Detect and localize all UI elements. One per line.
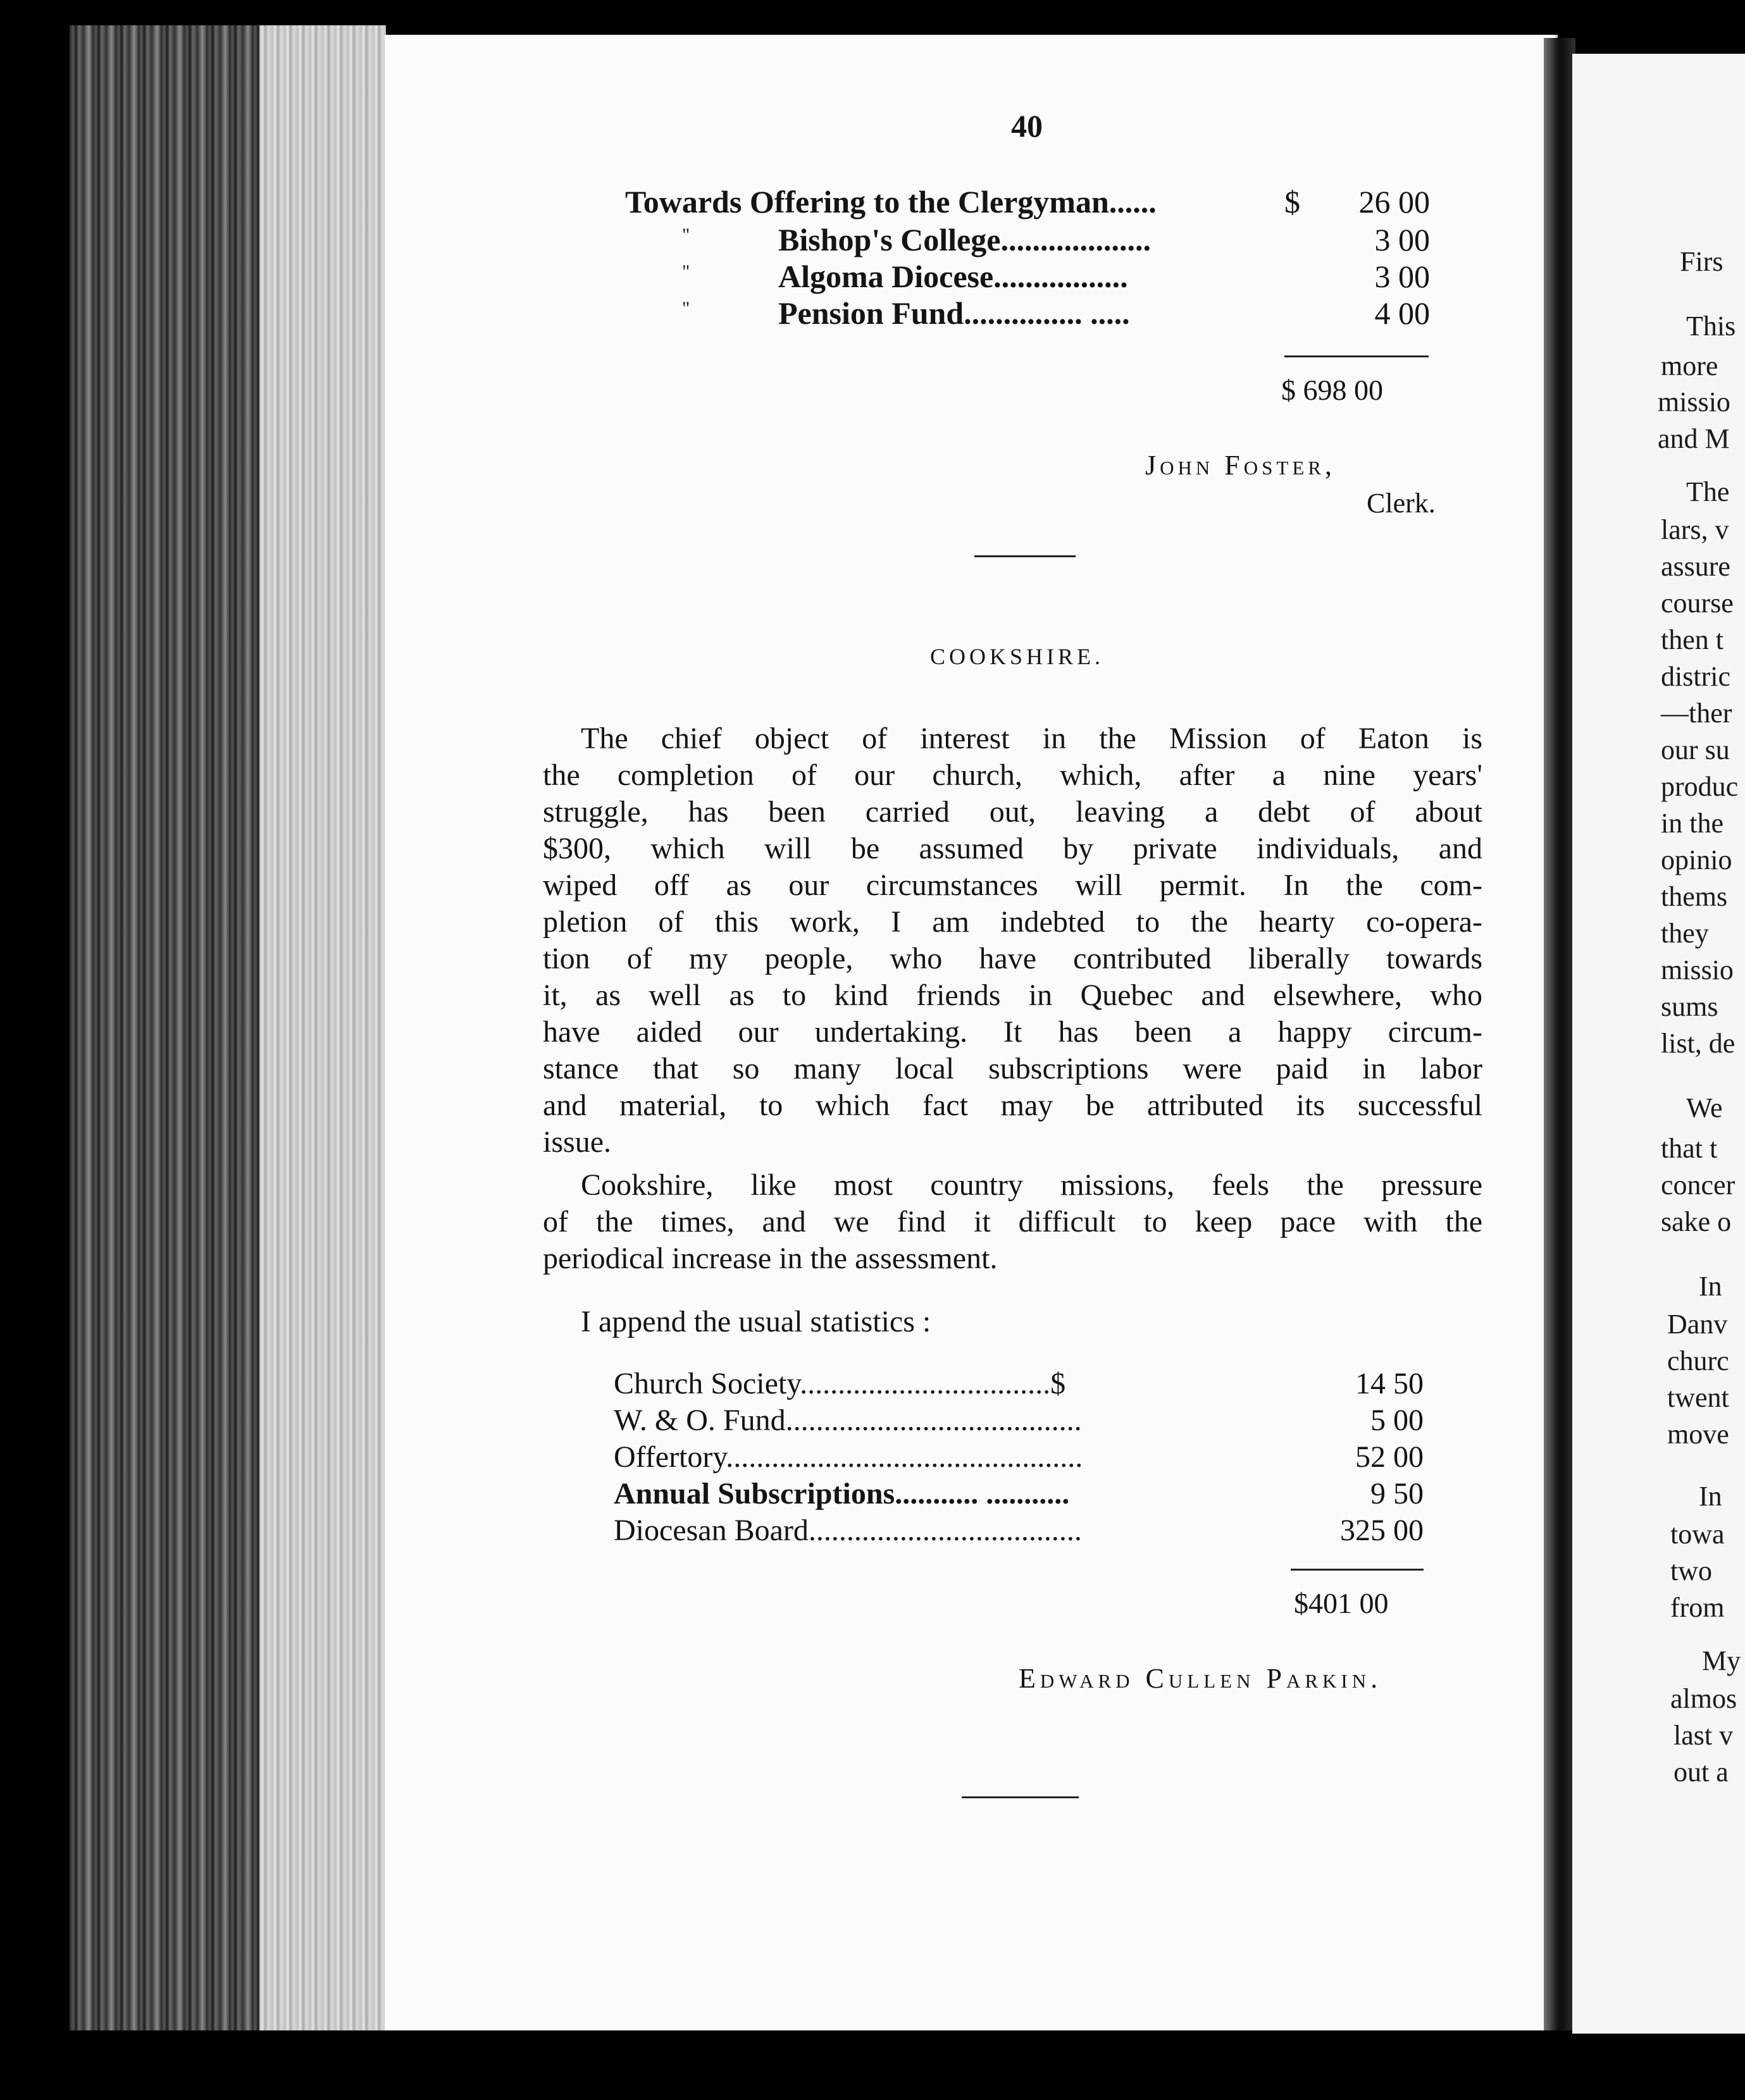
- ledger-amount: 4 00: [1374, 295, 1430, 331]
- facing-page-line: thems: [1661, 881, 1728, 912]
- paragraph-line: struggle, has been carried out, leaving a debt of about: [543, 795, 1482, 829]
- facing-page-line: course: [1661, 588, 1734, 619]
- facing-page-line: our su: [1661, 734, 1730, 765]
- facing-page-line: and M: [1658, 423, 1730, 454]
- ledger-ditto-mark: ": [682, 261, 690, 282]
- facing-page-line: My: [1702, 1645, 1741, 1676]
- facing-page-line: The: [1686, 476, 1730, 507]
- clerk-name: John Foster,: [1145, 450, 1336, 481]
- ledger-label: Pension Fund............... .....: [778, 295, 1130, 331]
- ledger-currency: $: [1284, 184, 1300, 219]
- author-signature: Edward Cullen Parkin.: [1019, 1663, 1382, 1694]
- page-number: 40: [1011, 108, 1043, 144]
- facing-page-line: opinio: [1661, 844, 1732, 875]
- facing-page-line: We: [1686, 1092, 1723, 1123]
- facing-page-line: last v: [1674, 1720, 1734, 1751]
- paragraph-line: and material, to which fact may be attributed its successful: [543, 1089, 1482, 1122]
- statistics-label: Church Society.................................$: [614, 1367, 1066, 1400]
- statistics-amount: 325 00: [1340, 1514, 1424, 1547]
- section-divider: [962, 1796, 1079, 1798]
- facing-page-line: they: [1661, 918, 1709, 949]
- statistics-amount: 5 00: [1370, 1404, 1424, 1437]
- total-rule: [1284, 355, 1429, 357]
- facing-page-line: produc: [1661, 771, 1739, 802]
- facing-page-line: Firs: [1680, 246, 1723, 277]
- statistics-amount: 9 50: [1370, 1477, 1424, 1510]
- statistics-amount: 52 00: [1355, 1440, 1424, 1474]
- facing-page-line: more: [1661, 350, 1718, 381]
- facing-page-line: Danv: [1667, 1309, 1728, 1340]
- ledger-row: [625, 183, 1157, 220]
- statistics-amount: 14 50: [1355, 1367, 1424, 1400]
- statistics-label: Diocesan Board....................................: [614, 1514, 1082, 1547]
- paragraph-line: the completion of our church, which, after a nine years': [543, 758, 1482, 792]
- facing-page-line: assure: [1661, 551, 1730, 582]
- facing-page-line: concer: [1661, 1170, 1736, 1201]
- ledger-label: Bishop's College...................: [778, 222, 1151, 257]
- ledger-amount: 26 00: [1358, 184, 1430, 219]
- statistics-label: Annual Subscriptions........... ...........: [614, 1477, 1070, 1510]
- facing-page-line: that t: [1661, 1133, 1718, 1164]
- paragraph-line: tion of my people, who have contributed liberally towards: [543, 942, 1482, 975]
- facing-page-line: sums: [1661, 991, 1718, 1022]
- ledger-amount: 3 00: [1374, 222, 1430, 257]
- statistics-total: $401 00: [1294, 1587, 1389, 1619]
- facing-page-line: distric: [1661, 661, 1730, 692]
- ledger-prefix: Towards: [625, 184, 742, 219]
- paragraph-line: issue.: [543, 1125, 611, 1159]
- paragraph-line: $300, which will be assumed by private individuals, and: [543, 832, 1482, 865]
- paragraph-line: of the times, and we find it difficult to keep pace with the: [543, 1205, 1482, 1238]
- facing-page-line: missio: [1661, 954, 1734, 985]
- section-divider: [974, 555, 1076, 557]
- facing-page-line: This: [1686, 311, 1736, 342]
- ledger-label: Algoma Diocese.................: [778, 259, 1128, 294]
- facing-page-line: twent: [1667, 1382, 1729, 1413]
- paragraph-line: have aided our undertaking. It has been a happy circum-: [543, 1015, 1482, 1049]
- paragraph-line: The chief object of interest in the Mission of Eaton is: [581, 722, 1482, 755]
- facing-page-line: missio: [1658, 386, 1730, 417]
- section-heading: COOKSHIRE.: [930, 644, 1105, 669]
- paragraph-line: wiped off as our circumstances will permit. In the com-: [543, 868, 1482, 902]
- book-gutter: [1544, 38, 1575, 2030]
- scan-border: [0, 2034, 1745, 2100]
- facing-page-line: out a: [1674, 1757, 1729, 1788]
- ledger-amount: 3 00: [1374, 259, 1430, 294]
- facing-page-line: sake o: [1661, 1206, 1732, 1237]
- book-page-edges: [70, 25, 386, 2030]
- facing-page-line: In: [1699, 1271, 1722, 1302]
- paragraph-line: it, as well as to kind friends in Quebec and elsewhere, who: [543, 979, 1482, 1012]
- facing-page-line: list, de: [1661, 1028, 1736, 1059]
- facing-page-line: lars, v: [1661, 514, 1729, 545]
- facing-page-line: —ther: [1661, 698, 1732, 729]
- facing-page-line: towa: [1670, 1519, 1725, 1550]
- ledger-total: $ 698 00: [1281, 374, 1383, 406]
- paragraph-line: stance that so many local subscriptions were paid in labor: [543, 1052, 1482, 1085]
- paragraph-line: pletion of this work, I am indebted to the hearty co-opera-: [543, 905, 1482, 939]
- ledger-ditto-mark: ": [682, 298, 690, 319]
- paragraph-line: Cookshire, like most country missions, feels the pressure: [581, 1168, 1482, 1202]
- facing-page-line: two: [1670, 1555, 1712, 1586]
- ledger-label: Offering to the Clergyman......: [749, 184, 1157, 219]
- facing-page-line: move: [1667, 1419, 1729, 1450]
- statistics-label: W. & O. Fund.......................................: [614, 1404, 1082, 1437]
- facing-page-line: almos: [1670, 1683, 1737, 1714]
- facing-page-line: then t: [1661, 624, 1723, 655]
- facing-page-line: in the: [1661, 808, 1723, 839]
- statistics-intro: I append the usual statistics :: [581, 1305, 931, 1338]
- clerk-title: Clerk.: [1367, 488, 1436, 519]
- total-rule: [1291, 1569, 1424, 1571]
- statistics-label: Offertory...............................................: [614, 1440, 1083, 1474]
- facing-page-line: In: [1699, 1481, 1722, 1512]
- facing-page-line: churc: [1667, 1345, 1729, 1376]
- ledger-ditto-mark: ": [682, 225, 690, 245]
- facing-page-line: from: [1670, 1592, 1725, 1623]
- paragraph-line: periodical increase in the assessment.: [543, 1242, 998, 1275]
